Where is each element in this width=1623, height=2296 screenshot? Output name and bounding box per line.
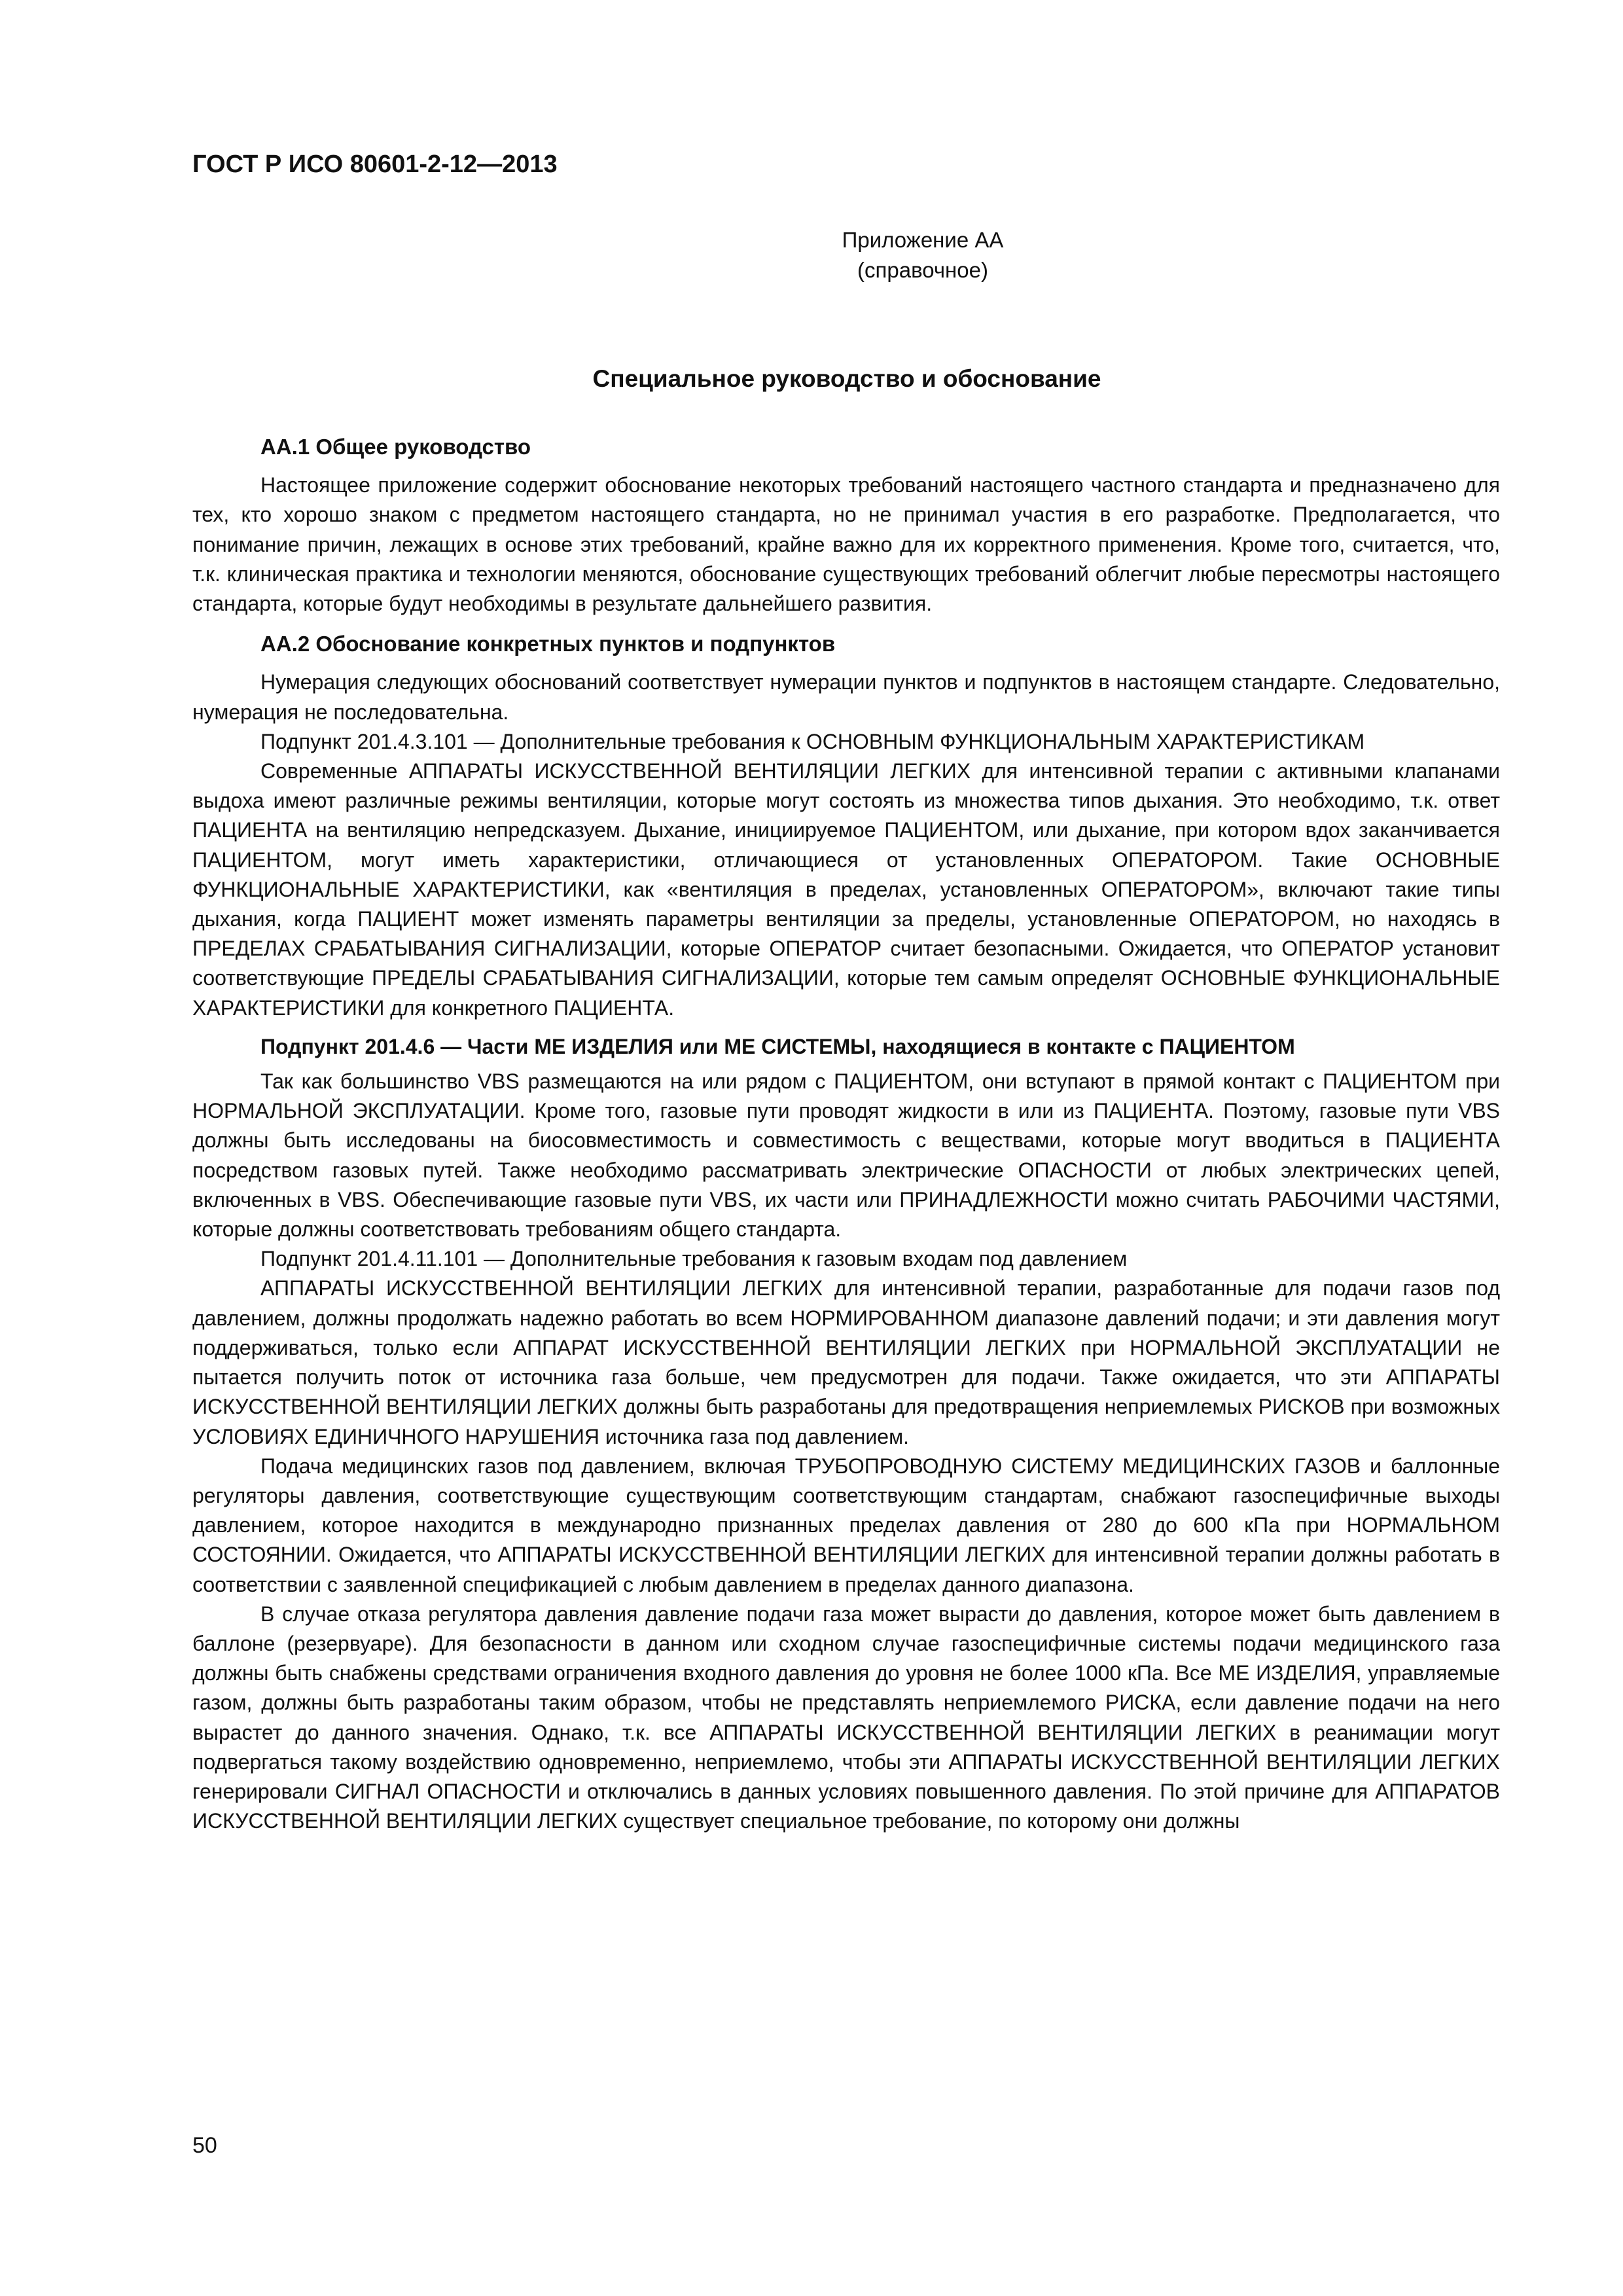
subclause-title: Подпункт 201.4.11.101 — Дополнительные требования к газовым входам под давлением xyxy=(260,1247,1128,1271)
annex-title: Приложение АА xyxy=(842,228,1004,252)
paragraph: Настоящее приложение содержит обоснование некоторых требований настоящего частного стандарта и предназначено для тех, кто хорошо знаком с предметом настоящего стандарта, но не принимал участия в его разработке. Предполагается, что понимание причин, лежащих в основе этих требований, крайне важно для их корректного применения. Кроме того, считается, что, т.к. клиническая практика и технологии меняются, обоснование существующих требований облегчит любые пересмотры настоящего стандарта, которые будут необходимы в результате дальнейшего развития. xyxy=(192,473,1500,616)
paragraph: АППАРАТЫ ИСКУССТВЕННОЙ ВЕНТИЛЯЦИИ ЛЕГКИХ для интенсивной терапии, разработанные для подачи газов под давлением, должны продолжать надежно работать во всем НОРМИРОВАННОМ диапазоне давлений подачи; и эти давления могут поддерживаться, только если АППАРАТ ИСКУССТВЕННОЙ ВЕНТИЛЯЦИИ ЛЕГКИХ при НОРМАЛЬНОЙ ЭКСПЛУАТАЦИИ не пытается получить поток от источника газа больше, чем предусмотрен для подачи. Также ожидается, что эти АППАРАТЫ ИСКУССТВЕННОЙ ВЕНТИЛЯЦИИ ЛЕГКИХ должны быть разработаны для предотвращения неприемлемых РИСКОВ при возможных УСЛОВИЯХ ЕДИНИЧНОГО НАРУШЕНИЯ источника газа под давлением. xyxy=(192,1276,1500,1448)
section-heading-aa1: АА.1 Общее руководство xyxy=(260,435,531,459)
paragraph: Подача медицинских газов под давлением, включая ТРУБОПРОВОДНУЮ СИСТЕМУ МЕДИЦИНСКИХ ГАЗОВ и баллонные регуляторы давления, соответствующие существующим соответствующим стандартам, снабжают газоспецифичные выходы давлением, которое находится в международно признанных пределах давления от 280 до 600 кПа при НОРМАЛЬНОМ СОСТОЯНИИ. Ожидается, что АППАРАТЫ ИСКУССТВЕННОЙ ВЕНТИЛЯЦИИ ЛЕГКИХ для интенсивной терапии должны работать в соответствии с заявленной спецификацией с любым давлением в пределах данного диапазона. xyxy=(192,1454,1500,1596)
paragraph: Современные АППАРАТЫ ИСКУССТВЕННОЙ ВЕНТИЛЯЦИИ ЛЕГКИХ для интенсивной терапии с активными клапанами выдоха имеют различные режимы вентиляции, которые могут состоять из множества типов дыхания. Это необходимо, т.к. ответ ПАЦИЕНТА на вентиляцию непредсказуем. Дыхание, инициируемое ПАЦИЕНТОМ, или дыхание, при котором вдох заканчивается ПАЦИЕНТОМ, могут иметь характеристики, отличающиеся от установленных ОПЕРАТОРОМ. Такие ОСНОВНЫЕ ФУНКЦИОНАЛЬНЫЕ ХАРАКТЕРИСТИКИ, как «вентиляция в пределах, установленных ОПЕРАТОРОМ», включают такие типы дыхания, когда ПАЦИЕНТ может изменять параметры вентиляции за пределы, установленные ОПЕРАТОРОМ, но находясь в ПРЕДЕЛАХ СРАБАТЫВАНИЯ СИГНАЛИЗАЦИИ, которые ОПЕРАТОР считает безопасными. Ожидается, что ОПЕРАТОР установит соответствующие ПРЕДЕЛЫ СРАБАТЫВАНИЯ СИГНАЛИЗАЦИИ, которые тем самым определят ОСНОВНЫЕ ФУНКЦИОНАЛЬНЫЕ ХАРАКТЕРИСТИКИ для конкретного ПАЦИЕНТА. xyxy=(192,759,1500,1020)
section-heading-aa2: АА.2 Обоснование конкретных пунктов и подпунктов xyxy=(260,632,836,656)
main-title: Специальное руководство и обоснование xyxy=(592,365,1101,392)
page-number: 50 xyxy=(192,2133,217,2158)
annex-type: (справочное) xyxy=(857,258,988,282)
subclause-title: Подпункт 201.4.3.101 — Дополнительные требования к ОСНОВНЫМ ФУНКЦИОНАЛЬНЫМ ХАРАКТЕРИСТИКАМ xyxy=(260,729,1365,753)
paragraph: Так как большинство VBS размещаются на или рядом с ПАЦИЕНТОМ, они вступают в прямой контакт с ПАЦИЕНТОМ при НОРМАЛЬНОЙ ЭКСПЛУАТАЦИИ. Кроме того, газовые пути проводят жидкости в или из ПАЦИЕНТА. Поэтому, газовые пути VBS должны быть исследованы на биосовместимость и совместимость с веществами, которые могут вводиться в ПАЦИЕНТА посредством газовых путей. Также необходимо рассматривать электрические ОПАСНОСТИ от любых электрических цепей, включенных в VBS. Обеспечивающие газовые пути VBS, их части или ПРИНАДЛЕЖНОСТИ можно считать РАБОЧИМИ ЧАСТЯМИ, которые должны соответствовать требованиям общего стандарта. xyxy=(192,1069,1500,1242)
paragraph: В случае отказа регулятора давления давление подачи газа может вырасти до давления, которое может быть давлением в баллоне (резервуаре). Для безопасности в данном или сходном случае газоспецифичные системы подачи медицинского газа должны быть снабжены средствами ограничения входного давления до уровня не более 1000 кПа. Все МЕ ИЗДЕЛИЯ, управляемые газом, должны быть разработаны таким образом, чтобы не представлять неприемлемого РИСКА, если давление подачи на него вырастет до данного значения. Однако, т.к. все АППАРАТЫ ИСКУССТВЕННОЙ ВЕНТИЛЯЦИИ ЛЕГКИХ в реанимации могут подвергаться такому воздействию одновременно, неприемлемо, чтобы эти АППАРАТЫ ИСКУССТВЕННОЙ ВЕНТИЛЯЦИИ ЛЕГКИХ генерировали СИГНАЛ ОПАСНОСТИ и отключались в данных условиях повышенного давления. По этой причине для АППАРАТОВ ИСКУССТВЕННОЙ ВЕНТИЛЯЦИИ ЛЕГКИХ существует специальное требование, по которому они должны xyxy=(192,1602,1500,1833)
paragraph: Нумерация следующих обоснований соответствует нумерации пунктов и подпунктов в настоящем стандарте. Следовательно, нумерация не последовательна. xyxy=(192,670,1500,724)
document-body xyxy=(192,432,1500,1836)
subclause-heading-201-4-6: Подпункт 201.4.6 — Части МЕ ИЗДЕЛИЯ или МЕ СИСТЕМЫ, находящиеся в контакте с ПАЦИЕНТОМ xyxy=(260,1034,1295,1058)
standard-code-header: ГОСТ Р ИСО 80601-2-12—2013 xyxy=(192,151,558,178)
